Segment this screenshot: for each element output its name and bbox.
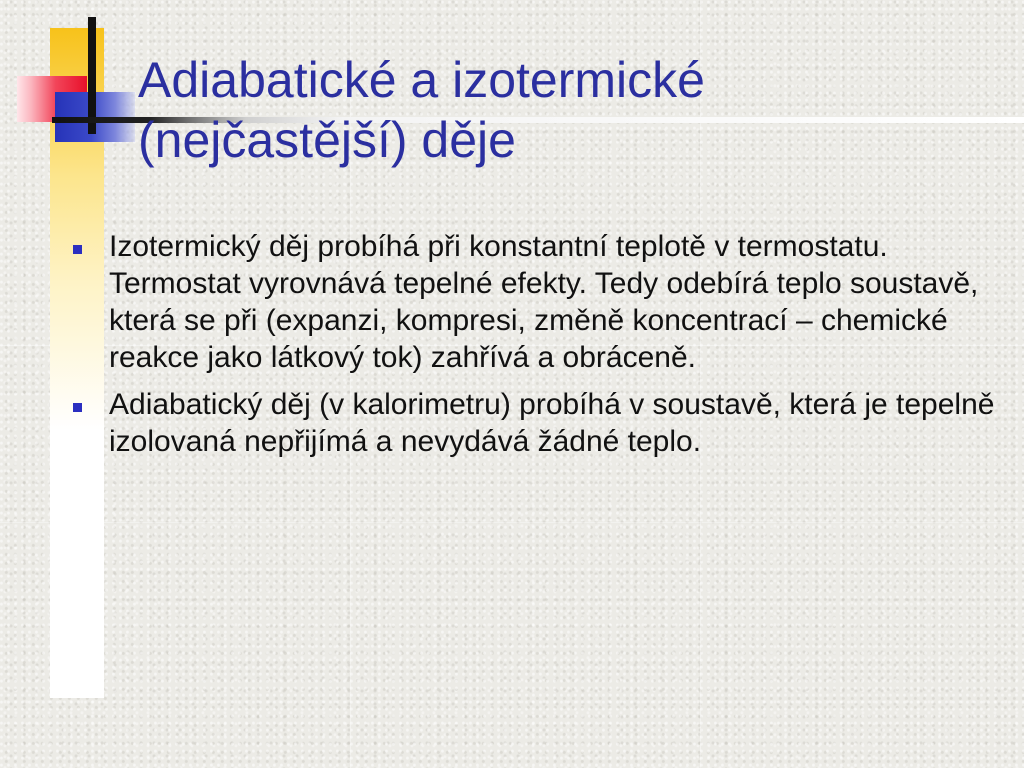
bullet-list: [70, 228, 1000, 470]
background-grid-line: [0, 522, 1024, 523]
slide-title-line-2: (nejčastější) děje: [138, 112, 516, 168]
square-bullet-icon: [73, 403, 82, 412]
square-bullet-icon: [73, 245, 82, 254]
bullet-item-isothermal: [70, 228, 1000, 376]
slide-title: [138, 50, 998, 170]
bullet-text: Adiabatický děj (v kalorimetru) probíhá v soustavě, která je tepelně izolovaná nepřijímá a nevydává žádné teplo.: [109, 388, 995, 458]
bullet-item-adiabatic: [70, 386, 1000, 460]
slide-title-line-1: Adiabatické a izotermické: [138, 52, 705, 108]
bullet-text: Izotermický děj probíhá při konstantní teplotě v termostatu. Termostat vyrovnává tepelné efekty. Tedy odebírá teplo soustavě, která se při (expanzi, kompresi, změně koncentrací – chemické reakce jako látkový tok) zahřívá a obráceně.: [109, 230, 979, 374]
